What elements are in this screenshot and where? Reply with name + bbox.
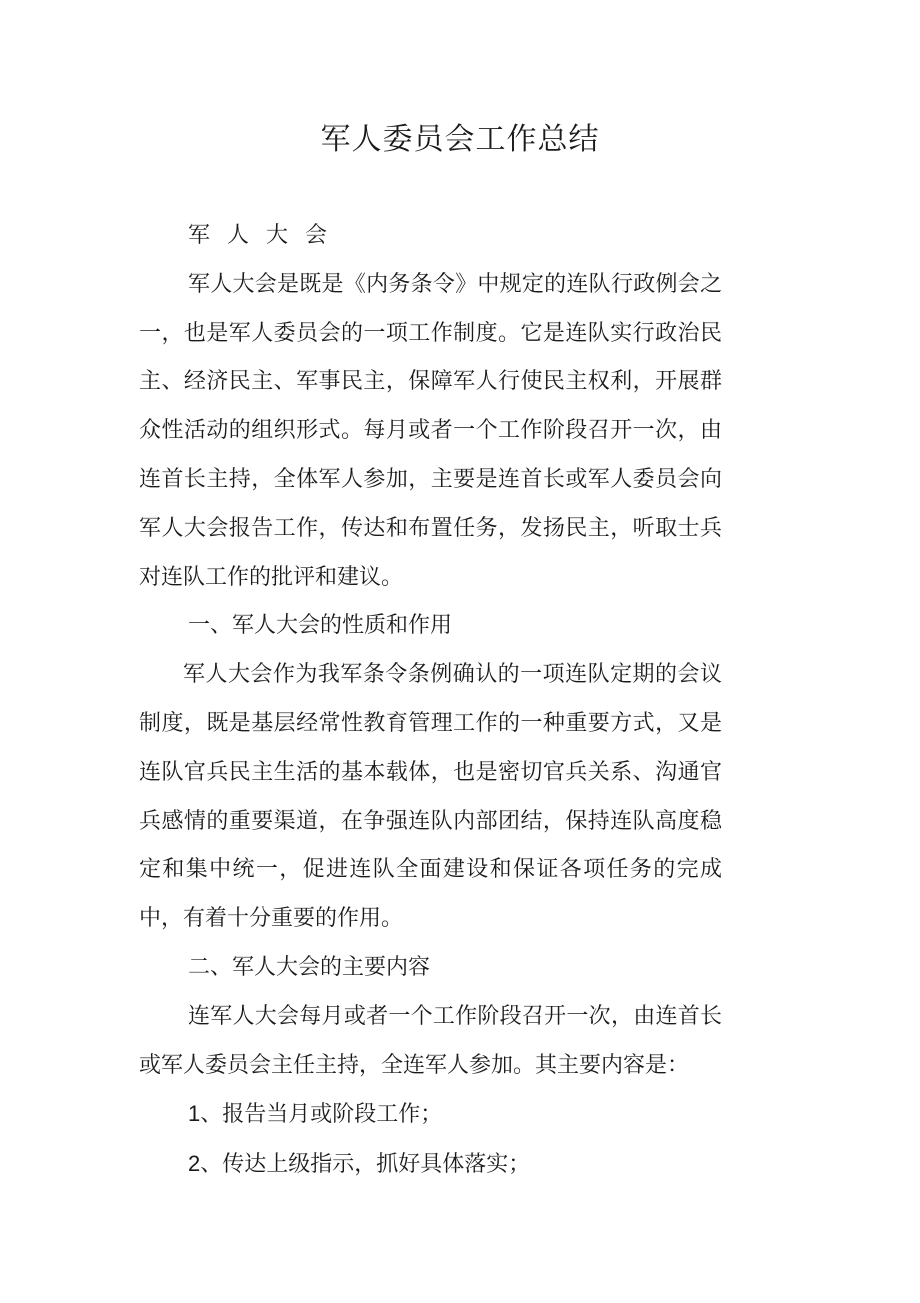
paragraph-1: 军人大会作为我军条令条例确认的一项连队定期的会议制度，既是基层经常性教育管理工作的一种重要方式，又是连队官兵民主生活的基本载体，也是密切官兵关系、沟通官兵感情的重要渠道，在争强连队内部团结，保持连队高度稳定和集中统一，促进连队全面建设和保证各项任务的完成中，有着十分重要的作用。 [139, 662, 722, 932]
list-text: 、报告当月或阶段工作； [200, 1102, 443, 1128]
document-title: 军人委员会工作总结 [320, 122, 600, 157]
list-text: 、传达上级指示，抓好具体落实； [200, 1152, 531, 1178]
list-number: 2 [188, 1151, 201, 1177]
paragraph-2: 连军人大会每月或者一个工作阶段召开一次，由连首长或军人委员会主任主持，全连军人参加。其主要内容是： [139, 1003, 722, 1078]
list-item [139, 1090, 722, 1140]
section-heading-1: 一、军人大会的性质和作用 [188, 613, 453, 639]
document-body [139, 212, 722, 1190]
intro-paragraph: 军人大会是既是《内务条令》中规定的连队行政例会之一，也是军人委员会的一项工作制度。它是连队实行政治民主、经济民主、军事民主，保障军人行使民主权利，开展群众性活动的组织形式。每月或者一个工作阶段召开一次，由连首长主持，全体军人参加，主要是连首长或军人委员会向军人大会报告工作，传达和布置任务，发扬民主，听取士兵对连队工作的批评和建议。 [139, 271, 722, 590]
list-item [139, 1140, 722, 1190]
section-label: 军人大会 [188, 223, 345, 248]
section-heading-2: 二、军人大会的主要内容 [188, 954, 431, 980]
list-number: 1 [188, 1101, 201, 1127]
